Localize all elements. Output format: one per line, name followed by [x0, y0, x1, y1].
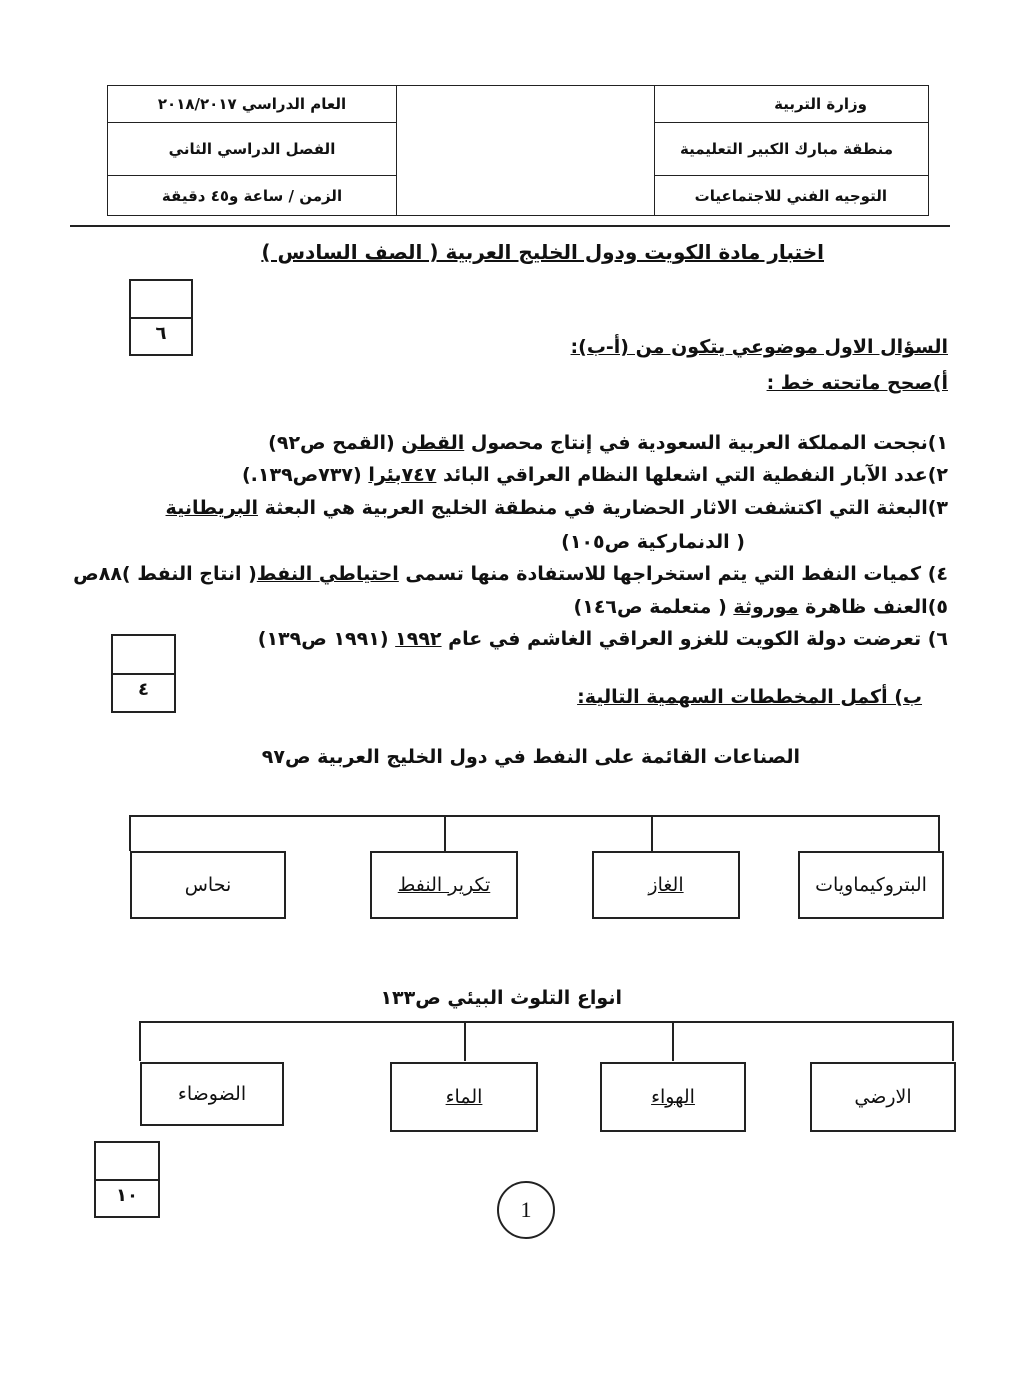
diagram2-box-soil: الارضي — [810, 1062, 956, 1132]
score-value: ٦ — [155, 323, 167, 344]
supervision-dept: التوجيه الفني للاجتماعيات — [694, 186, 887, 205]
item-underlined-term: ١٩٩٢ — [395, 628, 442, 650]
item-correction: ( انتاج النفط )٨٨ص — [73, 563, 257, 585]
ministry-name: وزارة التربية — [655, 86, 929, 123]
diagram1-connector — [938, 815, 940, 851]
item-underlined-term: موروثة — [733, 596, 799, 618]
item-underlined-term: ٧٤٧بئرا — [368, 464, 437, 486]
score-divider — [96, 1179, 158, 1181]
diagram1-box-petrochemicals: البتروكيماويات — [798, 851, 944, 919]
diagram2-bar — [139, 1021, 954, 1023]
diagram2-title: انواع التلوث البيئي ص١٣٣ — [380, 987, 622, 1009]
score-value: ٤ — [138, 679, 149, 700]
diagram1-box-copper: نحاس — [130, 851, 286, 919]
page-number: 1 — [497, 1181, 555, 1239]
education-district: منطقة مبارك الكبير التعليمية — [655, 123, 929, 176]
diagram1-title: الصناعات القائمة على النفط في دول الخليج العربية ص٩٧ — [261, 746, 800, 768]
header-divider — [70, 225, 950, 227]
diagram1-box-oil-refining: تكرير النفط — [370, 851, 518, 919]
diagram2-box-air: الهواء — [600, 1062, 746, 1132]
question1-heading: السؤال الاول موضوعي يتكون من (أ-ب): — [570, 336, 948, 358]
diagram2-connector — [952, 1021, 954, 1061]
score-divider — [113, 673, 174, 675]
correction-item — [242, 464, 948, 486]
item-underlined-term: احتياطي النفط — [256, 563, 399, 585]
diagram1-connector — [129, 815, 131, 851]
diagram1-connector — [651, 815, 653, 851]
score-box-part-a — [129, 279, 193, 356]
item-text: ٦) تعرضت دولة الكويت للغزو العراقي الغاشم في عام — [441, 628, 948, 650]
diagram1-bar — [129, 815, 940, 817]
correction-item — [258, 628, 948, 650]
item-text: ٣)البعثة التي اكتشفت الاثار الحضارية في منطقة الخليج العربية هي البعثة — [257, 497, 948, 519]
item-text: ٤) كميات النفط التي يتم استخراجها للاستفادة منها تسمى — [398, 563, 948, 585]
academic-year: العام الدراسي ٢٠١٨/٢٠١٧ — [108, 86, 396, 123]
correction-item — [268, 432, 948, 454]
item-text: ٢)عدد الآبار النفطية التي اشعلها النظام العراقي البائد — [436, 464, 948, 486]
item-correction: (القمح ص٩٢) — [268, 432, 402, 454]
diagram2-box-noise: الضوضاء — [140, 1062, 284, 1126]
score-box-total — [94, 1141, 160, 1218]
diagram2-connector — [464, 1021, 466, 1061]
item-underlined-term: البريطانية — [165, 497, 258, 519]
item-text: ( الدنماركية ص١٠٥) — [561, 531, 745, 553]
item-underlined-term: القطن — [401, 432, 465, 454]
item-correction: (١٩٩١ ص١٣٩) — [257, 628, 396, 650]
item-text: ١)نجحت المملكة العربية السعودية في إنتاج محصول — [464, 432, 948, 454]
exam-duration: الزمن / ساعة و٤٥ دقيقة — [161, 186, 343, 205]
header-left-column — [108, 86, 397, 215]
correction-item — [73, 563, 948, 585]
item-correction: (٧٣٧ص١٣٩.) — [241, 464, 369, 486]
correction-item — [166, 497, 948, 519]
semester: الفصل الدراسي الثاني — [108, 123, 396, 176]
score-box-part-b — [111, 634, 176, 713]
header-right-column — [654, 86, 929, 215]
correction-item — [561, 531, 745, 553]
item-correction: ( متعلمة ص١٤٦) — [573, 596, 734, 618]
correction-item — [574, 596, 948, 618]
header-table — [107, 85, 929, 216]
part-a-heading: أ)صحح ماتحته خط : — [766, 372, 948, 394]
diagram2-connector — [139, 1021, 141, 1061]
diagram1-box-gas: الغاز — [592, 851, 740, 919]
diagram2-connector — [672, 1021, 674, 1061]
score-divider — [131, 317, 191, 319]
score-value: ١٠ — [116, 1185, 138, 1206]
item-text: ٥)العنف ظاهرة — [798, 596, 948, 618]
part-b-heading: ب) أكمل المخططات السهمية التالية: — [577, 686, 922, 708]
exam-title: اختبار مادة الكويت ودول الخليج العربية ( الصف السادس ) — [261, 240, 824, 264]
diagram2-box-water: الماء — [390, 1062, 538, 1132]
diagram1-connector — [444, 815, 446, 851]
